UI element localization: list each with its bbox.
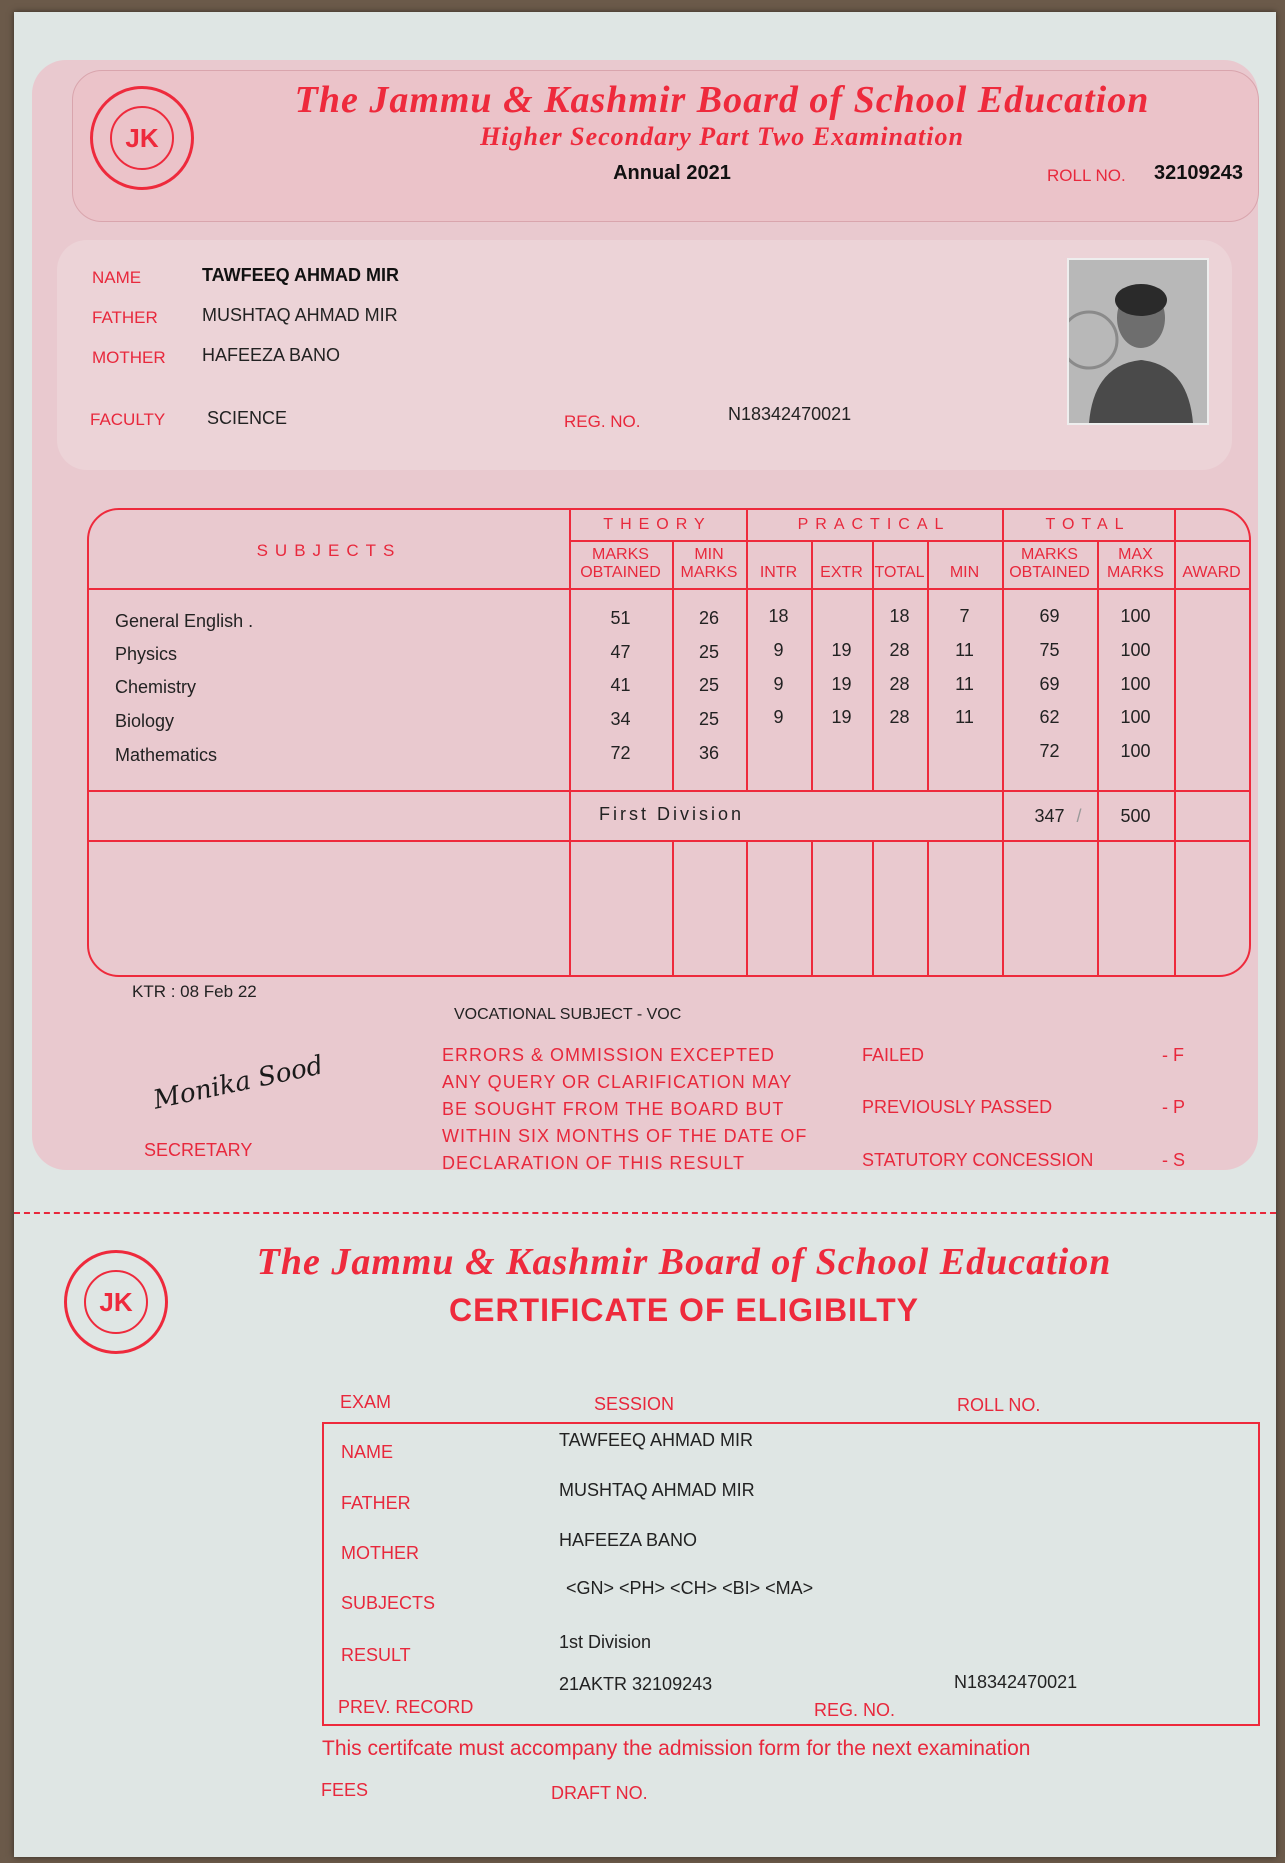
theory-min-marks-header: MIN MARKS [680, 546, 738, 581]
previously-passed-code: - P [1162, 1097, 1186, 1117]
cert-reg-label: REG. NO. [814, 1700, 896, 1720]
cert-mother: HAFEEZA BANO [559, 1530, 698, 1550]
secretary-signature: Monika Sood [150, 1050, 326, 1116]
mother-name: HAFEEZA BANO [202, 345, 341, 365]
award-header: AWARD [1182, 564, 1241, 581]
subject-name: General English . [115, 611, 254, 631]
max-marks: 100 [1120, 741, 1151, 761]
practical-header: PRACTICAL [797, 516, 951, 533]
certificate-board-name: The Jammu & Kashmir Board of School Education [256, 1241, 1112, 1283]
max-marks: 100 [1120, 674, 1151, 694]
practical-extr: 19 [831, 674, 852, 694]
total-header: TOTAL [1045, 516, 1131, 533]
practical-total: 28 [889, 674, 910, 694]
cert-father-label: FATHER [341, 1493, 411, 1513]
theory-header: THEORY [603, 516, 712, 533]
subject-name: Chemistry [115, 677, 197, 697]
father-label: FATHER [92, 308, 158, 327]
name-label: NAME [92, 268, 142, 287]
board-seal-icon [90, 86, 194, 190]
grand-max: 500 [1120, 806, 1151, 826]
cert-subjects-label: SUBJECTS [341, 1593, 436, 1613]
fees-label: FEES [321, 1780, 369, 1800]
practical-min: 11 [955, 640, 974, 660]
roll-label: ROLL NO. [1047, 166, 1126, 185]
practical-total: 28 [889, 640, 910, 660]
cert-result: 1st Division [559, 1632, 652, 1652]
practical-intr: 9 [773, 707, 784, 727]
faculty-value: SCIENCE [207, 408, 288, 428]
session-label: SESSION [594, 1394, 675, 1414]
theory-marks-obtained-header: MARKS OBTAINED [580, 546, 661, 581]
practical-min: 11 [955, 707, 974, 727]
division-result: First Division [599, 804, 745, 824]
practical-extr: 19 [831, 707, 852, 727]
theory-min: 25 [698, 709, 720, 729]
person-silhouette-icon [1069, 260, 1207, 423]
practical-min-header: MIN [949, 564, 980, 581]
subject-name: Biology [115, 711, 175, 731]
roll-number: 32109243 [1154, 162, 1243, 184]
student-photo [1067, 258, 1209, 425]
cert-mother-label: MOTHER [341, 1543, 419, 1563]
theory-obtained: 72 [610, 743, 631, 763]
statutory-concession-code: - S [1162, 1150, 1186, 1170]
grand-total: 347 [1034, 806, 1065, 826]
certificate-details-box [322, 1422, 1260, 1726]
seal-monogram: JK [84, 1270, 149, 1335]
theory-obtained: 41 [610, 675, 631, 695]
max-marks-header: MAX MARKS [1107, 546, 1164, 581]
board-name: The Jammu & Kashmir Board of School Education [294, 79, 1150, 121]
perforation-line [14, 1212, 1276, 1214]
theory-min: 25 [698, 675, 720, 695]
theory-obtained: 47 [610, 642, 631, 662]
reg-label: REG. NO. [564, 412, 641, 431]
theory-obtained: 34 [610, 709, 631, 729]
previously-passed-label: PREVIOUSLY PASSED [862, 1097, 1053, 1117]
marks-panel [32, 60, 1258, 1173]
theory-min: 36 [698, 743, 720, 763]
max-marks: 100 [1120, 640, 1151, 660]
exam-label: EXAM [340, 1392, 392, 1412]
prev-record-label: PREV. RECORD [338, 1697, 474, 1717]
max-marks: 100 [1120, 606, 1151, 626]
theory-obtained: 51 [610, 608, 631, 628]
practical-total: 18 [889, 606, 910, 626]
failed-code: - F [1162, 1045, 1184, 1065]
total-separator: / [1076, 806, 1082, 826]
mother-label: MOTHER [92, 348, 166, 367]
total-marks-obtained-header: MARKS OBTAINED [1009, 546, 1090, 581]
theory-min: 25 [698, 642, 720, 662]
draft-no-label: DRAFT NO. [551, 1783, 648, 1803]
total-obtained: 75 [1039, 640, 1060, 660]
statutory-concession-label: STATUTORY CONCESSION [862, 1150, 1094, 1170]
cert-name: TAWFEEQ AHMAD MIR [559, 1430, 754, 1450]
total-obtained: 62 [1039, 707, 1060, 727]
subject-name: Mathematics [115, 745, 218, 765]
reg-number: N18342470021 [728, 404, 852, 424]
vocational-note: VOCATIONAL SUBJECT - VOC [454, 1006, 682, 1023]
faculty-label: FACULTY [90, 410, 166, 429]
cert-result-label: RESULT [341, 1645, 411, 1665]
failed-label: FAILED [862, 1045, 925, 1065]
certificate-title: CERTIFICATE OF ELIGIBILTY [448, 1292, 919, 1328]
seal-monogram: JK [110, 106, 175, 171]
exam-title: Higher Secondary Part Two Examination [480, 122, 964, 151]
max-marks: 100 [1120, 707, 1151, 727]
prev-record: 21AKTR 32109243 [559, 1674, 713, 1694]
practical-min: 7 [959, 606, 970, 626]
father-name: MUSHTAQ AHMAD MIR [202, 305, 398, 325]
subject-name: Physics [115, 644, 178, 664]
practical-intr: 9 [773, 640, 784, 660]
practical-intr: 18 [768, 606, 789, 626]
intr-header: INTR [759, 564, 798, 581]
certificate-instruction: This certifcate must accompany the admission form for the next examination [322, 1737, 1031, 1760]
theory-min: 26 [698, 608, 720, 628]
extr-header: EXTR [820, 564, 863, 581]
marksheet-document [14, 12, 1276, 1857]
practical-total: 28 [889, 707, 910, 727]
certificate-seal-icon [64, 1250, 168, 1354]
certificate-roll-label: ROLL NO. [957, 1395, 1041, 1415]
total-obtained: 69 [1039, 674, 1060, 694]
subjects-header: SUBJECTS [256, 541, 402, 560]
ktr-date: KTR : 08 Feb 22 [132, 982, 257, 1001]
disclaimer-note: ERRORS & OMMISSION EXCEPTED ANY QUERY OR CLARIFICATION MAY BE SOUGHT FROM THE BOARD BUT WITHIN SIX MONTHS OF THE DATE OF DECLARATION OF THIS RESULT [442, 1045, 808, 1173]
practical-min: 11 [955, 674, 974, 694]
total-obtained: 69 [1039, 606, 1060, 626]
practical-intr: 9 [773, 674, 784, 694]
cert-reg-number: N18342470021 [954, 1672, 1078, 1692]
total-obtained: 72 [1039, 741, 1060, 761]
practical-total-header: TOTAL [874, 564, 925, 581]
cert-father: MUSHTAQ AHMAD MIR [559, 1480, 755, 1500]
practical-extr: 19 [831, 640, 852, 660]
secretary-label: SECRETARY [144, 1140, 253, 1160]
marks-table [87, 508, 1251, 977]
cert-name-label: NAME [341, 1442, 394, 1462]
student-name: TAWFEEQ AHMAD MIR [202, 265, 399, 285]
cert-subjects: <GN> <PH> <CH> <BI> <MA> [566, 1578, 814, 1598]
exam-session: Annual 2021 [613, 162, 731, 184]
